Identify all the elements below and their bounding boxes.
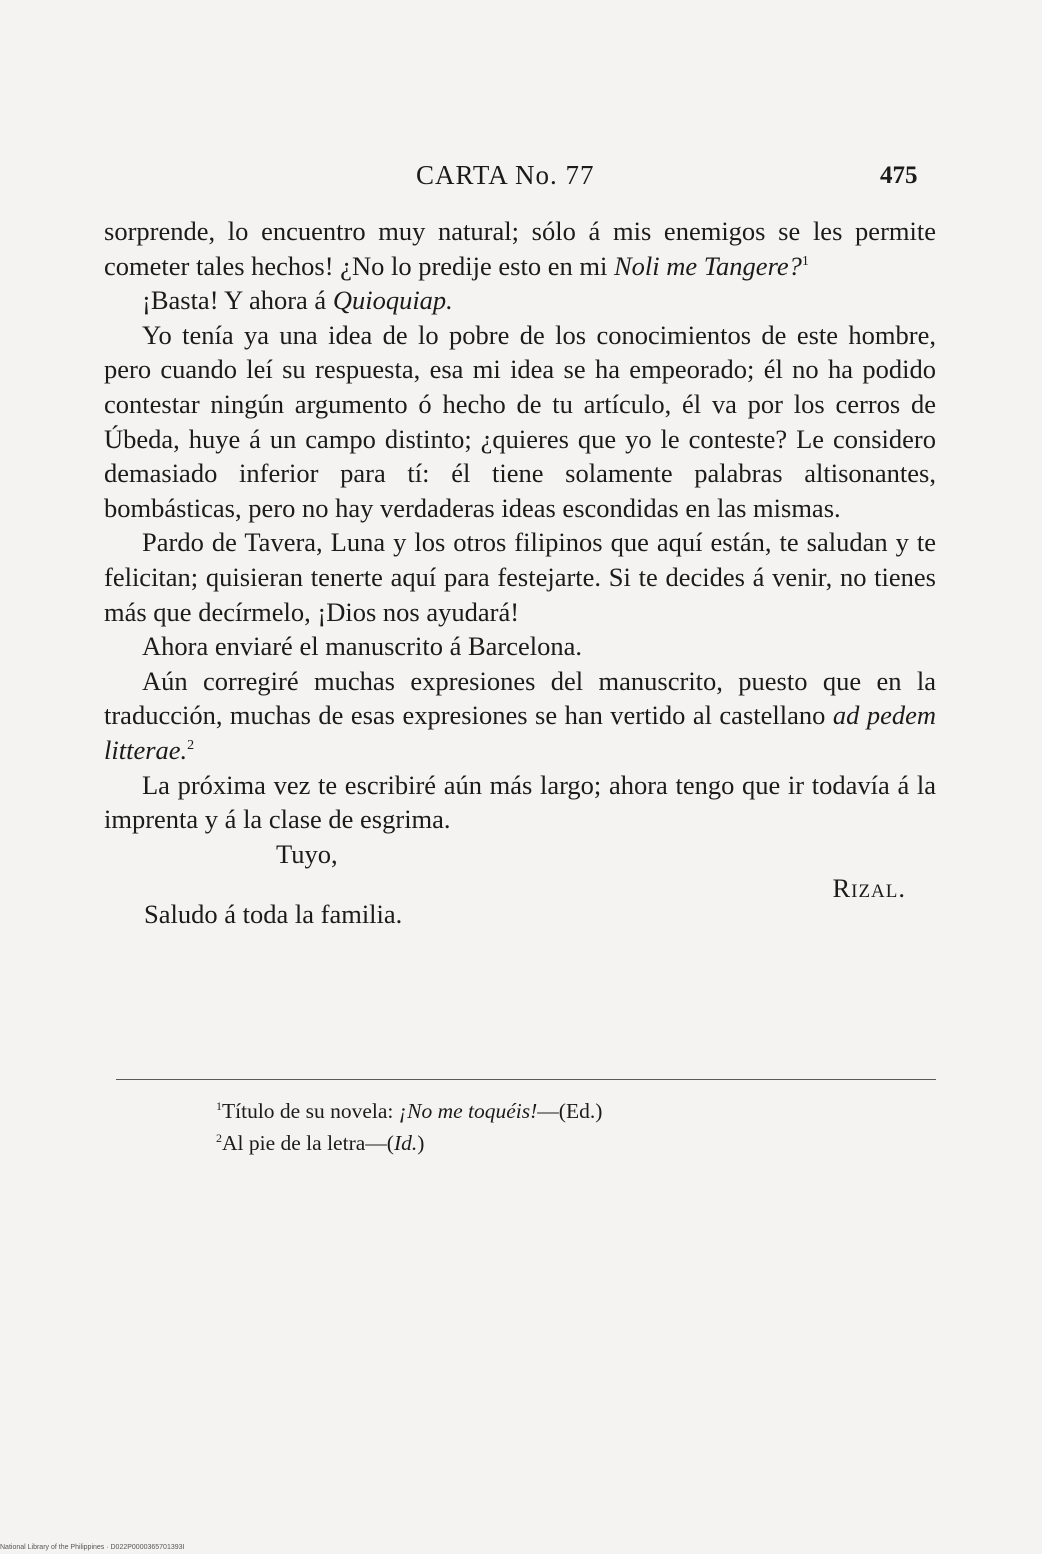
closing-salutation: Tuyo, — [276, 838, 338, 869]
latin-phrase: ad pedem litterae. — [104, 700, 936, 765]
letter-body — [104, 214, 936, 941]
paragraph-2: ¡Basta! Y ahora á Quioquiap. — [142, 285, 453, 316]
postscript: Saludo á toda la familia. — [144, 898, 403, 929]
quioquiap-name: Quioquiap. — [332, 285, 453, 316]
paragraph-7: La próxima vez te escribiré aún más largo; ahora tengo que ir todavía á la imprenta y á la clase de esgrima. — [104, 769, 936, 835]
scan-credit: National Library of the Philippines · D022P0000365701393I — [0, 1544, 185, 1551]
running-head — [0, 160, 1042, 200]
novel-title: Noli me Tangere? — [613, 250, 802, 281]
footnote-1: $^1$Título de su novela: ¡No me toquéis!—(Ed.) — [216, 1098, 603, 1123]
footnote-ref-2: 2 — [187, 738, 195, 754]
footnotes — [216, 1095, 602, 1159]
closing-block — [104, 837, 936, 941]
letter-title: CARTA No. 77 — [416, 160, 595, 190]
paragraph-3: Yo tenía ya una idea de lo pobre de los conocimientos de este hombre, pero cuando leí su respuesta, esa mi idea se ha empeorado; él no ha podido contestar ningún argumento ó hecho de tu artículo, él va por los cerros de Úbeda, huye á un campo distinto; ¿quieres que yo le conteste? Le considero demasiado inferior para tí: él tiene solamente palabras altisonantes, bombásticas, pero no hay verdaderas ideas escondidas en las mismas. — [104, 319, 936, 523]
footnote-2: $^2$Al pie de la letra—(Id.) — [216, 1130, 425, 1155]
paragraph-1: sorprende, lo encuentro muy natural; sólo á mis enemigos se les permite cometer tales hechos! ¿No lo predije esto en mi Noli me Tangere?$^1$ — [104, 216, 936, 281]
paragraph-5: Ahora enviaré el manuscrito á Barcelona. — [142, 631, 582, 662]
paragraph-6: Aún corregiré muchas expresiones del manuscrito, puesto que en la traducción, muchas de esas expresiones se han vertido al castellano ad pedem litterae.$^2$ — [104, 665, 936, 765]
paragraph-4: Pardo de Tavera, Luna y los otros filipinos que aquí están, te saludan y te felicitan; quisieran tenerte aquí para festejarte. Si te decides á venir, no tienes más que decírmelo, ¡Dios nos ayudará! — [104, 527, 936, 627]
footnote-ref-1: 1 — [801, 253, 809, 269]
page-number: 475 — [880, 162, 918, 189]
signature: Rizal. — [832, 872, 906, 903]
footnote-divider — [116, 1079, 936, 1080]
